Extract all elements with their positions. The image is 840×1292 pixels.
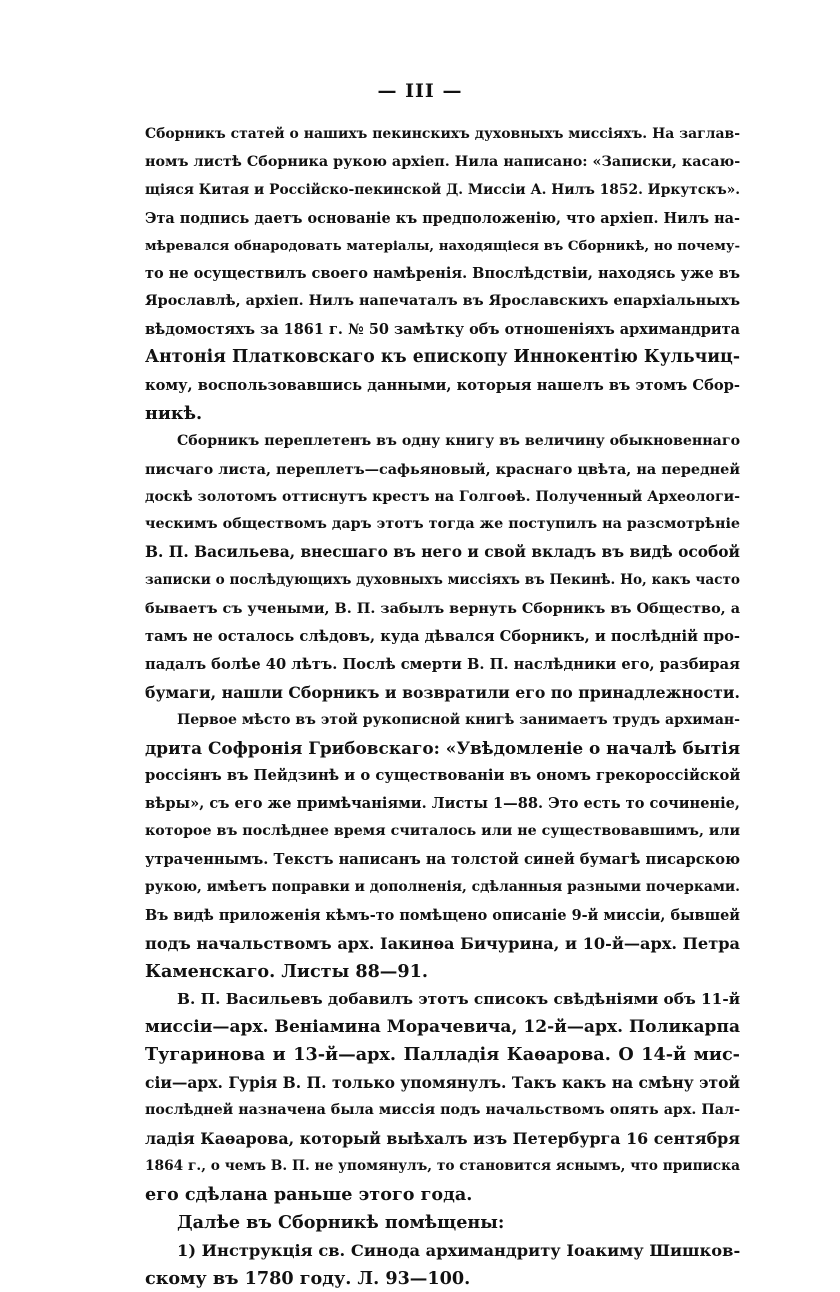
text-line: номъ листѣ Сборника рукою архіеп. Нила написано: «Записки, касаю- [145,153,741,170]
text-line: писчаго листа, переплетъ—сафьяновый, краснаго цвѣта, на передней [145,460,740,478]
text-line: кому, воспользовавшись данными, которыя нашелъ въ этомъ Сбор- [145,377,740,395]
text-line: утраченнымъ. Текстъ написанъ на толстой синей бумагѣ писарскою [145,851,740,869]
text-line: сіи—арх. Гурія В. П. только упомянулъ. Такъ какъ на смѣну этой [145,1073,740,1093]
text-line: В. П. Васильевъ добавилъ этотъ списокъ свѣдѣніями объ 11-й [177,989,741,1008]
text-line: Въ видѣ приложенія кѣмъ-то помѣщено описаніе 9-й миссіи, бывшей [145,906,740,924]
text-line: послѣдней назначена была миссія подъ начальствомъ опять арх. Пал- [145,1102,740,1119]
text-line: падалъ болѣе 40 лѣтъ. Послѣ смерти В. П. наслѣдники его, разбирая [145,655,740,673]
text-line: вѣдомостяхъ за 1861 г. № 50 замѣтку объ отношеніяхъ архимандрита [145,321,740,339]
text-line: 1864 г., о чемъ В. П. не упомянулъ, то становится яснымъ, что приписка [145,1157,740,1174]
text-line: доскѣ золотомъ оттиснутъ крестъ на Голгоѳѣ. Полученный Археологи- [145,488,741,505]
text-line: Далѣе въ Сборникѣ помѣщены: [177,1211,505,1233]
text-line: Тугаринова и 13-й—арх. Палладія Каѳарова. О 14-й мис- [145,1044,740,1066]
text-line: Сборникъ статей о нашихъ пекинскихъ духовныхъ миссіяхъ. На заглав- [145,126,740,142]
text-line: россіянъ въ Пейдзинѣ и о существованіи въ ономъ грекороссійской [145,767,741,785]
text-line: В. П. Васильева, внесшаго въ него и свой вкладъ въ видѣ особой [145,543,740,562]
page-number: — III — [377,80,463,102]
text-line: Ярославлѣ, архіеп. Нилъ напечаталъ въ Ярославскихъ епархіальныхъ [145,293,741,310]
text-line: то не осуществилъ своего намѣренія. Впослѣдствіи, находясь уже въ [145,265,740,283]
text-line: щіяся Китая и Россійско-пекинской Д. Миссіи А. Нилъ 1852. Иркутскъ». [145,181,741,198]
text-line: Антонія Платковскаго къ епископу Иннокентію Кульчиц- [145,347,740,368]
text-line: бываетъ съ учеными, В. П. забылъ вернуть Сборникъ въ Общество, а [145,600,741,618]
text-line: бумаги, нашли Сборникъ и возвратили его по принадлежности. [145,682,740,702]
text-line: ладія Каѳарова, который выѣхалъ изъ Петербурга 16 сентября [145,1129,740,1149]
text-line: миссіи—арх. Веніамина Морачевича, 12-й—арх. Поликарпа [145,1016,740,1037]
text-line: которое въ послѣднее время считалось или не существовавшимъ, или [145,823,741,840]
text-line: Каменскаго. Листы 88—91. [145,960,429,982]
text-line: дрита Софронія Грибовскаго: «Увѣдомленіе о началѣ бытія [145,737,741,758]
text-line: Первое мѣсто въ этой рукописной книгѣ занимаетъ трудъ архиман- [177,711,740,728]
text-line: ческимъ обществомъ даръ этотъ тогда же поступилъ на разсмотрѣніе [145,516,740,533]
text-line: Эта подпись даетъ основаніе къ предположенію, что архіеп. Нилъ на- [145,209,740,227]
body-text [145,121,740,1292]
text-line: мѣревался обнародовать матеріалы, находящіеся въ Сборникѣ, но почему- [145,237,740,254]
text-line: записки о послѣдующихъ духовныхъ миссіяхъ въ Пекинѣ. Но, какъ часто [145,572,740,589]
text-line: подъ начальствомъ арх. Іакинѳа Бичурина, и 10-й—арх. Петра [145,933,740,953]
text-line: тамъ не осталось слѣдовъ, куда дѣвался Сборникъ, и послѣдній про- [145,628,740,646]
text-line: вѣры», съ его же примѣчаніями. Листы 1—88. Это есть то сочиненіе, [145,795,740,813]
text-line: 1) Инструкція св. Синода архимандриту Іоакиму Шишков- [177,1240,741,1260]
text-line: скому въ 1780 году. Л. 93—100. [145,1267,471,1289]
text-line: его сдѣлана раньше этого года. [145,1183,473,1205]
text-line: Сборникъ переплетенъ въ одну книгу въ величину обыкновеннаго [177,432,741,449]
text-line: никѣ. [145,402,203,424]
text-line: рукою, имѣетъ поправки и дополненія, сдѣланныя разными почерками. [145,879,740,896]
